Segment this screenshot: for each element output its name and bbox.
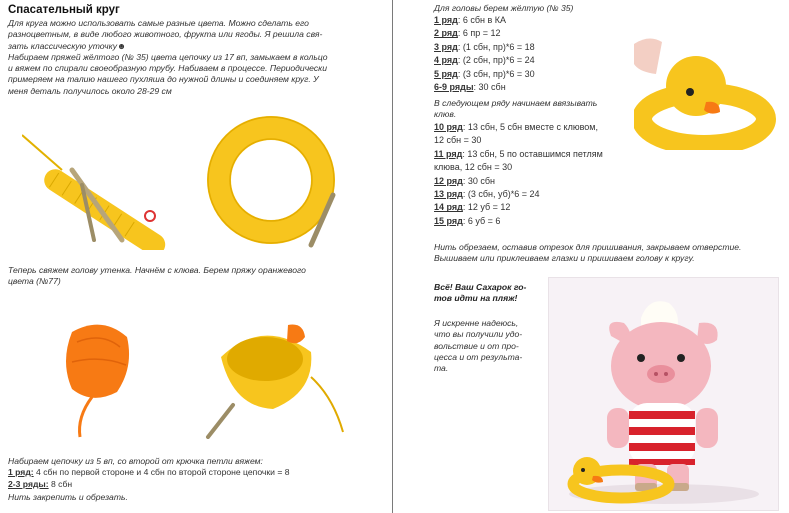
row-label: 11 ряд (434, 148, 463, 159)
row-text: : 6 пр = 12 (457, 28, 501, 39)
row-item (434, 188, 603, 201)
row-text: : 6 уб = 6 (462, 215, 501, 226)
intro-line: зать классическую уточку☻ (8, 40, 127, 51)
row-label: 13 ряд (434, 189, 463, 200)
photo-tube-crochet (22, 110, 182, 250)
finish-line: Вышиваем или приклеиваем глазки и пришиваем голову к кругу. (434, 253, 695, 264)
beak-intro: Набираем цепочку из 5 вп, со второй от крючка петли вяжем: (8, 456, 263, 466)
intro-line: и вяжем по спирали своеобразную трубу. Набиваем в процессе. Периодически (8, 63, 327, 74)
row-label: 2 ряд (434, 28, 458, 39)
row-text: : 12 уб = 12 (462, 202, 511, 213)
row-item (434, 148, 603, 161)
row-item (434, 81, 535, 94)
intro-line: Для круга можно использовать самые разные цвета. Можно сделать его (8, 18, 309, 28)
page-title: Спасательный круг (8, 4, 120, 16)
row-item (434, 134, 603, 147)
beak-row-1 (8, 467, 383, 478)
rows-list-a (434, 14, 535, 94)
row-item (434, 161, 603, 174)
photo-yellow-ring (193, 110, 348, 250)
hope-line: вольствие и от про- (434, 340, 519, 351)
row-text: : (3 сбн, уб)*6 = 24 (462, 189, 540, 200)
beak-row-2 (8, 479, 383, 490)
row-text: 12 сбн = 30 (434, 135, 482, 146)
row-text: : 6 сбн в КА (457, 15, 507, 25)
row-label: 2-3 ряды: (8, 479, 49, 489)
beak-join-paragraph (434, 98, 629, 121)
row-label: 14 ряд (434, 202, 463, 213)
head-line: Теперь свяжем голову утенка. Начнём с клюва. Берем пряжу оранжевого (8, 265, 306, 275)
row-text: : (3 сбн, пр)*6 = 30 (457, 68, 535, 79)
head-line: цвета (№77) (8, 276, 61, 287)
finish-paragraph (434, 242, 784, 265)
row-label: 12 ряд (434, 175, 463, 186)
rows-list-b (434, 121, 603, 228)
row-label: 10 ряд (434, 122, 463, 132)
hope-line: та. (434, 363, 449, 374)
outro: Нить закрепить и обрезать. (8, 492, 128, 502)
beak-join-line: клюв. (434, 109, 457, 120)
row-item (434, 27, 535, 40)
head-intro: Для головы берем жёлтую (№ 35) (434, 3, 574, 13)
row-item (434, 121, 603, 134)
photo-duck-ring (634, 34, 776, 150)
row-text: : 13 сбн, 5 по оставшимся петлям (462, 148, 603, 159)
row-label: 1 ряд: (8, 467, 34, 477)
row-label: 5 ряд (434, 68, 458, 79)
row-item (434, 41, 535, 54)
intro-paragraph (8, 18, 383, 97)
row-item (434, 14, 535, 27)
row-label: 15 ряд (434, 215, 463, 226)
row-label: 4 ряд (434, 55, 458, 66)
intro-line: меня деталь получилось около 28-29 см (8, 85, 172, 96)
row-text: : (1 сбн, пр)*6 = 18 (457, 41, 535, 52)
row-text: : 30 сбн (473, 82, 506, 93)
row-item (434, 68, 535, 81)
row-label: 3 ряд (434, 41, 458, 52)
row-text: 8 сбн (48, 479, 73, 489)
photo-head-with-beak (193, 297, 348, 439)
row-label: 1 ряд (434, 15, 458, 25)
intro-line: разноцветным, в виде любого животного, фрукта или ягоды. Я решила свя- (8, 29, 323, 40)
row-text: : 13 сбн, 5 сбн вместе с клювом, (462, 122, 598, 132)
head-paragraph (8, 265, 383, 288)
hope-paragraph (434, 318, 544, 374)
photo-orange-beak (22, 297, 182, 439)
intro-line: примеряем на талию нашего пухляша до нужной длины и соединяем круг. У (8, 74, 319, 85)
intro-line: Набираем пряжей жёлтого (№ 35) цвета цепочку из 17 вп, замыкаем в кольцо (8, 51, 328, 62)
row-text: клюва, 12 сбн = 30 (434, 162, 513, 173)
ready-line: тов идти на пляж! (434, 293, 518, 304)
row-item (434, 215, 603, 228)
row-label: 6-9 ряды (434, 82, 474, 93)
row-item (434, 201, 603, 214)
row-text: : 30 сбн (462, 175, 495, 186)
photo-piglet-toy (548, 277, 779, 511)
hope-line: что вы получили удо- (434, 329, 523, 340)
hope-line: Я искренне надеюсь, (434, 318, 519, 328)
row-text: : (2 сбн, пр)*6 = 24 (457, 55, 535, 66)
page-divider (392, 0, 393, 513)
row-text: 4 сбн по первой стороне и 4 сбн по второй стороне цепочки = 8 (33, 467, 290, 477)
row-item (434, 54, 535, 67)
row-item (434, 175, 603, 188)
beak-join-line: В следующем ряду начинаем ввязывать (434, 98, 598, 108)
ready-callout (434, 282, 544, 305)
ready-line: Всё! Ваш Сахарок го- (434, 282, 527, 292)
finish-line: Нить обрезаем, оставив отрезок для пришивания, закрываем отверстие. (434, 242, 742, 252)
hope-line: цесса и от результа- (434, 351, 523, 362)
